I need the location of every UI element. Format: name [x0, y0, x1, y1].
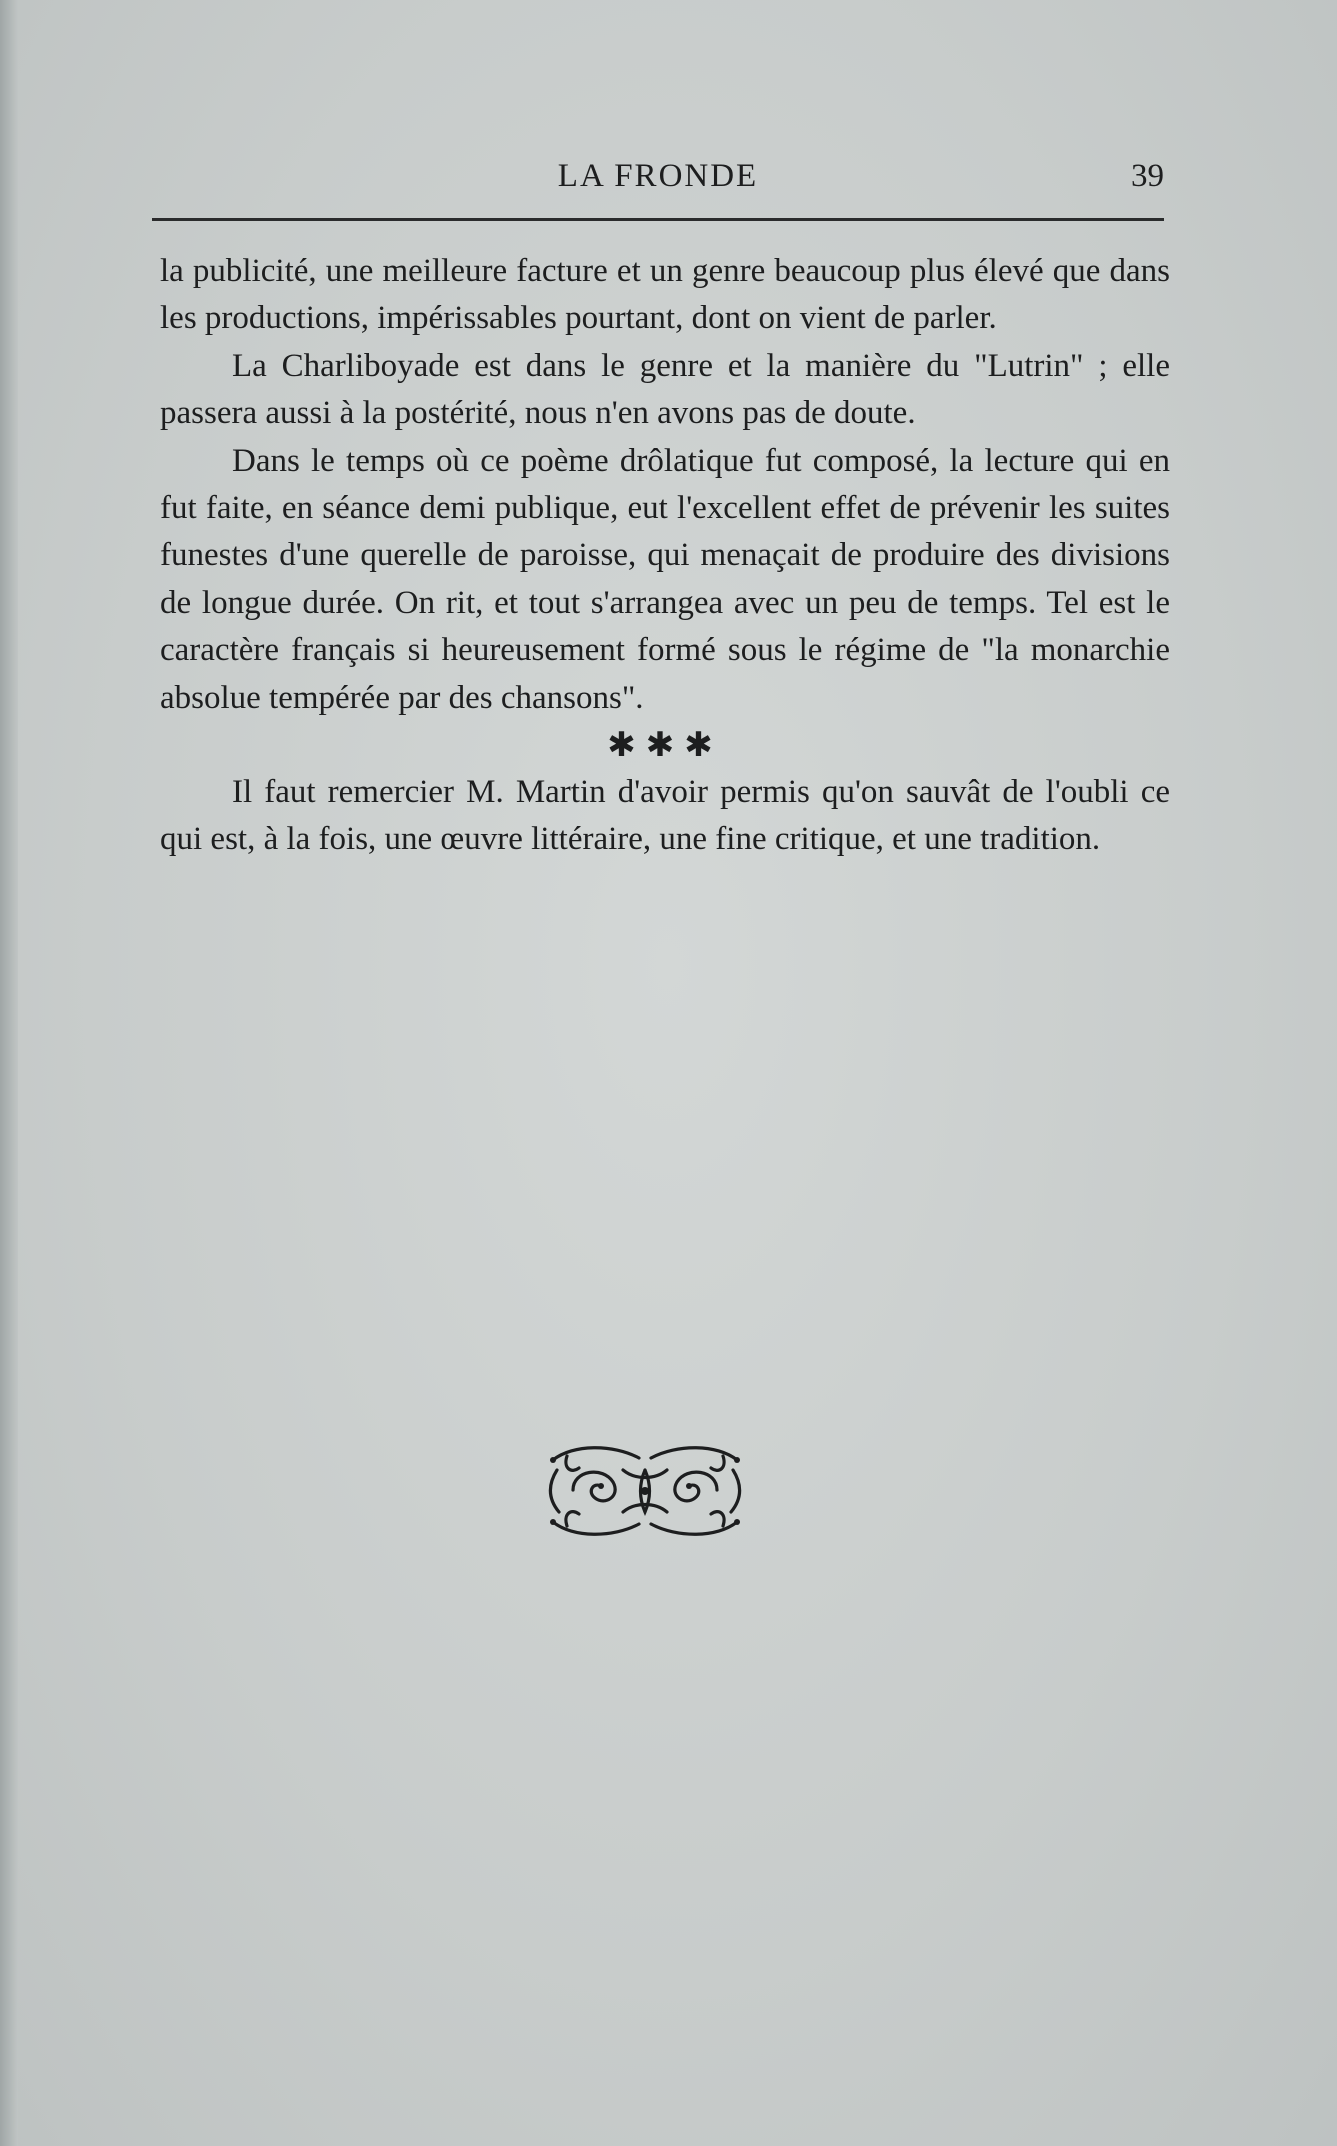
paragraph: Dans le temps où ce poème drôlatique fut composé, la lecture qui en fut faite, en séance demi publique, eut l'excellent effet de prévenir les suites funestes d'une querelle de paroisse, qui menaçait de produire des divisions de longue durée. On rit, et tout s'arrangea avec un peu de temps. Tel est le caractère français si heureusement formé sous le régime de "la monarchie absolue tempérée par des chansons".: [160, 442, 1170, 716]
asterism-separator: ✱✱✱: [607, 727, 723, 765]
paragraph: La Charliboyade est dans le genre et la manière du "Lutrin" ; elle passera aussi à la postérité, nous n'en avons pas de doute.: [160, 347, 1170, 432]
paragraph: la publicité, une meilleure facture et un genre beaucoup plus élevé que dans les productions, impérissables pourtant, dont on vient de parler.: [160, 253, 1170, 337]
tailpiece-ornament-icon: [543, 1440, 747, 1542]
body-text: [160, 248, 1170, 864]
running-title: LA FRONDE: [557, 158, 759, 194]
page-number: 39: [1131, 158, 1164, 194]
page-gutter: [0, 0, 18, 2146]
running-head: [152, 158, 1164, 208]
paragraph: Il faut remercier M. Martin d'avoir permis qu'on sauvât de l'oubli ce qui est, à la fois, une œuvre littéraire, une fine critique, et une tradition.: [160, 774, 1170, 858]
header-rule: [152, 218, 1164, 221]
